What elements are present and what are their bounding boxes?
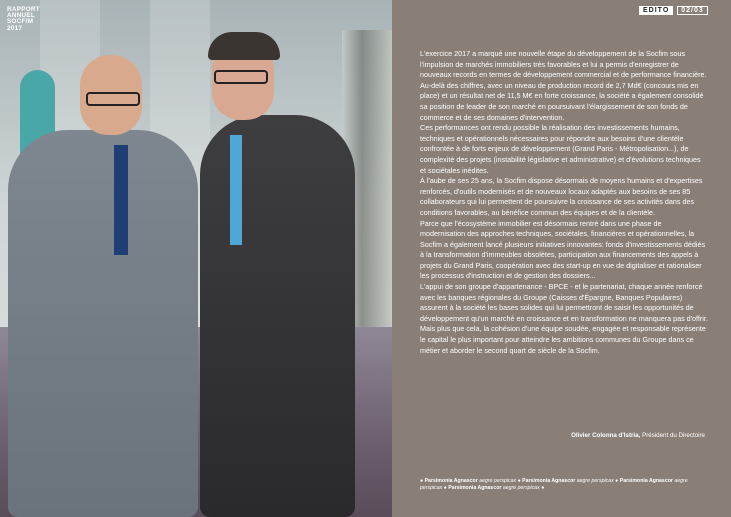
paragraph: Ces performances ont rendu possible la réalisation des investissements humains, techniques et opérationnels nécessaires pour répondre aux besoins d'une clientèle confrontée à de forts enjeux de développement (Grand Paris - Métropolisation...), de complexité des projets (instabilité législative et administrative) et d'évolutions techniques et sociétales inédites. [420, 123, 701, 175]
motto-tag: aegre perspicax [420, 478, 688, 491]
motto-brand: Parsimonia Agnascor [448, 485, 502, 491]
signature [420, 432, 705, 439]
motto-tag: aegre perspicax [576, 478, 614, 484]
man-left-tie [114, 145, 128, 255]
page-indicator: 02/03 [677, 6, 708, 15]
logo-line: 2017 [7, 24, 23, 32]
paragraph: Parce que l'écosystème immobilier est désormais rentré dans une phase de modernisation des approches techniques, sociétales, financières et opérationnelles, la Socfim a également lancé plusieurs initiatives innovantes: fonds d'investissements dédiés à la transformation d'immeubles obsolètes, participation aux financements des appels à projets du Grand Paris, coopération avec des start-up en vue de digitaliser et rationaliser les processus d'instruction et de gestion des dossiers... [420, 218, 706, 281]
footer-motto [420, 478, 710, 492]
logo-line: RAPPORT [7, 6, 40, 13]
bullet: ● [541, 485, 545, 491]
paragraph: L'appui de son groupe d'appartenance - BPCE - et le partenariat, chaque année renforcé avec les banques régionales du Groupe (Caisses d'Épargne, Banques Populaires) assurent à la société les bases solides qui lui permettront de saisir les opportunités de développement qu'un marché en croissance et en transformation ne manquera pas d'offrir. [420, 282, 708, 323]
man-right-suit [200, 115, 355, 517]
man-left-suit [8, 130, 198, 517]
man-left-glasses [86, 92, 140, 106]
man-right-glasses [214, 70, 268, 84]
bullet: ● [443, 485, 447, 491]
motto-tag: aegre perspicax [479, 478, 517, 484]
bullet: ● [517, 478, 521, 484]
edito-label: EDITO [639, 6, 673, 15]
motto-tag: aegre perspicax [502, 485, 540, 491]
paragraph: Au-delà des chiffres, avec un niveau de production record de 2,7 Md€ (concours mis en place) et un résultat net de 11,5 M€ en forte croissance, la société a également consolidé sa position de leader de son marché en poursuivant l'élargissement de son fonds de commerce et de ses domaines d'intervention. [420, 80, 704, 122]
motto-brand: Parsimonia Agnascor [619, 478, 673, 484]
motto-brand: Parsimonia Agnascor [522, 478, 576, 484]
bullet: ● [420, 478, 424, 484]
editorial-text [420, 49, 708, 356]
paragraph: À l'aube de ses 25 ans, la Socfim dispose désormais de moyens humains et d'expertises renforcés, d'outils modernisés et de nouveaux locaux adaptés aux besoins de ses 85 collaborateurs qui lui permettent de poursuivre la croissance de ses activités dans des conditions favorables, au bénéfice commun des équipes et de la clientèle. [420, 176, 703, 217]
signature-name: Olivier Colonna d'Istria, [571, 432, 641, 439]
paragraph: L'exercice 2017 a marqué une nouvelle étape du développement de la Socfim sous l'impulsion de marchés immobiliers très favorables et lui a permis d'enregistrer de nouveaux records en termes de développement commercial et de performance financière. [420, 49, 707, 80]
paragraph: Mais plus que cela, la cohésion d'une équipe soudée, engagée et responsable représente le capital le plus important pour atteindre les ambitions communes du Groupe dans ce métier et aborder le second quart de siècle de la Socfim. [420, 324, 706, 355]
signature-title: Président du Directoire [642, 432, 705, 439]
bullet: ● [615, 478, 619, 484]
logo-line: ANNUEL [7, 12, 36, 20]
logo-line: SOCFIM [7, 18, 34, 26]
report-logo [7, 7, 53, 32]
man-right-tie [230, 135, 242, 245]
man-right-hair [208, 32, 280, 60]
motto-brand: Parsimonia Agnascor [424, 478, 478, 484]
section-header [639, 6, 708, 15]
